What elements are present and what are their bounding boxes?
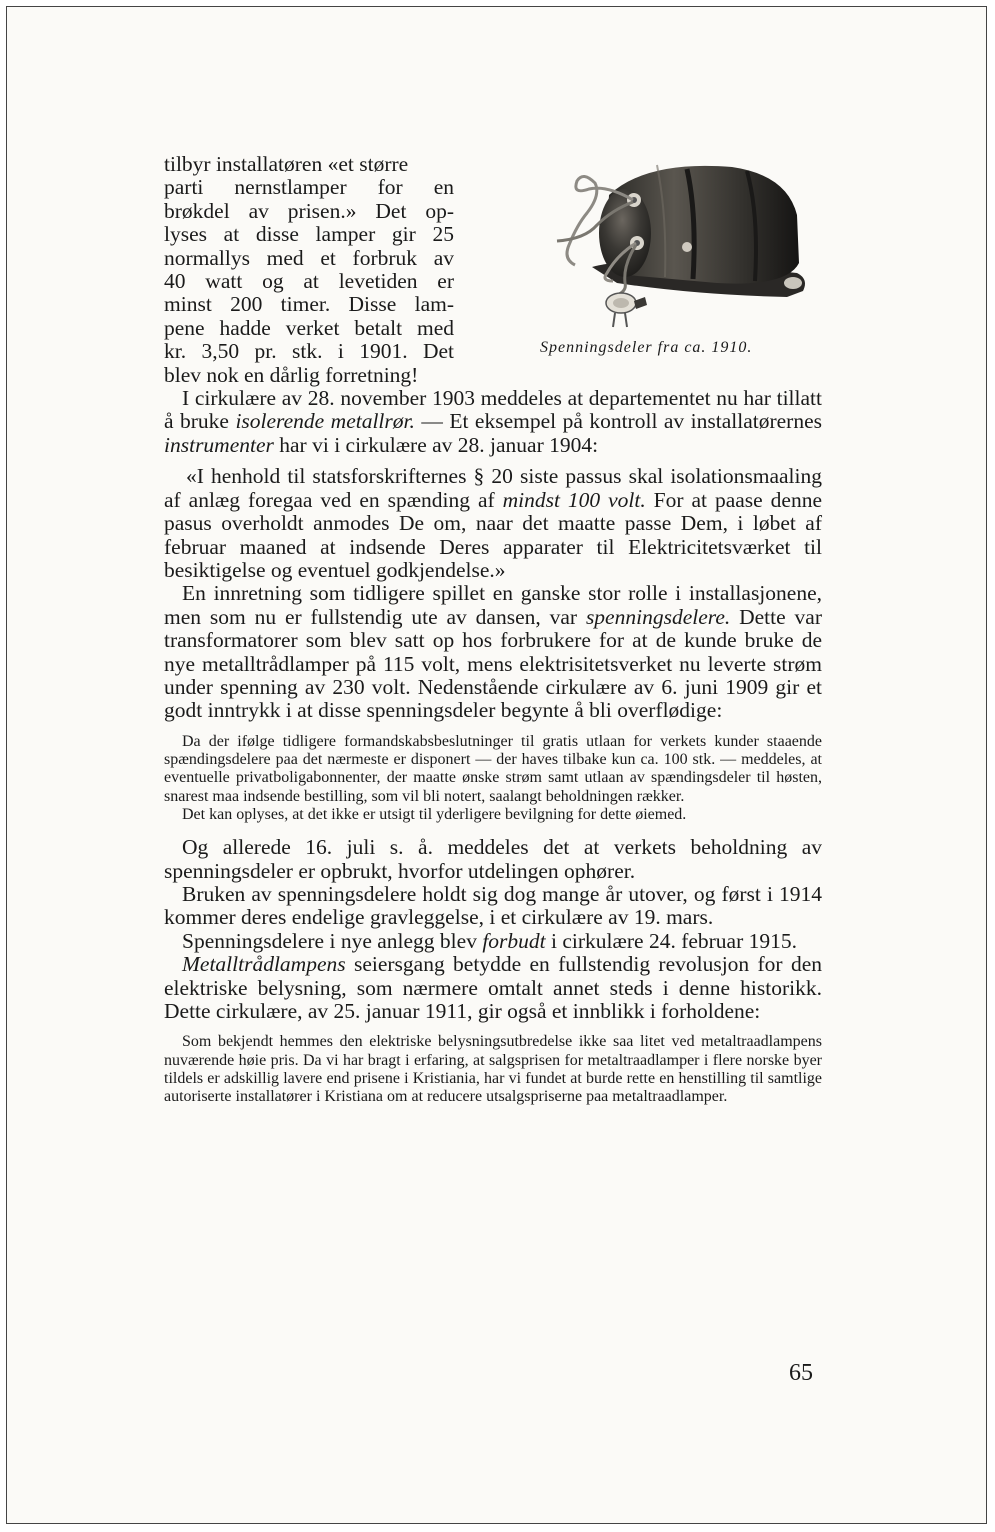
small-quote-1909: [164, 733, 822, 824]
text-line: lyses at disse lamper gir 25: [164, 222, 454, 247]
text-line: brøkdel av prisen.» Det op-: [164, 198, 454, 223]
text-line: pene hadde verket betalt med: [164, 315, 454, 340]
page-number: 65: [789, 1360, 813, 1386]
paragraph-forbudt: Spenningsdelere i nye anlegg blev forbudt i cirkulære 24. februar 1915.: [182, 928, 798, 953]
text-line: kr. 3,50 pr. stk. i 1901. Det: [164, 339, 454, 364]
paragraph-spenningsdelere: En innretning som tidligere spillet en ganske stor rolle i installasjonene, men som nu er fullstendig ute av dansen, var spenningsdelere. Dette var transformatorer som blev satt op hos forbrukere for at de kunde bruke de nye metalltrådlamper på 115 volt, mens elektrisitetsverket nu leverte strøm under spenning av 230 volt. Nedenstående cirkulære av 6. juni 1909 gir et godt inntrykk i at disse spenningsdeler begynte å bli overflødige:: [164, 581, 822, 723]
paragraph-metalltraadlampe: Metalltrådlampens seiersgang betydde en fullstendig revolusjon for den elektriske belysning, som nærmere omtalt annet steds i denne historikk. Dette cirkulære, av 25. januar 1911, gir også et innblikk i forholdene:: [164, 952, 822, 1024]
text-line: normallys med et forbruk av: [164, 245, 454, 270]
book-page: [6, 6, 987, 1524]
small-quote-paragraph: Det kan oplyses, at det ikke er utsigt til yderligere bevilgning for dette øiemed.: [182, 805, 687, 823]
small-quote-paragraph: Da der ifølge tidligere formandskabsbeslutninger til gratis utlaan for verkets kunder staaende spændingsdelere paa det nærmeste er disponert — der haves tilbake kun ca. 100 stk. — meddeles, at eventuelle privatboligabonnenter, der maatte ønske strøm samt utlaan av spændingsdeler til høsten, snarest maa indsende bestilling, som vil bli notert, saalangt beholdningen rækker.: [164, 732, 822, 805]
text-line: tilbyr installatøren «et større: [164, 152, 409, 176]
main-text: [164, 153, 822, 1119]
text-line: parti nernstlamper for en: [164, 175, 454, 200]
paragraph-juli: Og allerede 16. juli s. å. meddeles det at verkets beholdning av spenningsdeler er opbrukt, hvorfor utdelingen ophører.: [164, 835, 822, 883]
figure-caption: Spenningsdeler fra ca. 1910.: [540, 339, 753, 356]
intro-paragraph: [164, 153, 454, 387]
small-quote-1911: [164, 1033, 822, 1106]
quote-isolationsmaaling: «I henhold til statsforskrifternes § 20 siste passus skal isolationsmaaling af anlæg foregaa ved en spænding af mindst 100 volt. For at paase denne pasus overholdt anmodes De om, naar det maatte passe Dem, i løbet af februar maaned at indsende Deres apparater til Elektricitetsværket til besiktigelse og eventuel godkjendelse.»: [164, 464, 822, 582]
paragraph-cirkulaere-1903: I cirkulære av 28. november 1903 meddeles at departementet nu har tillatt å bruke isolerende metallrør. — Et eksempel på kontroll av installatørernes instrumenter har vi i cirkulære av 28. januar 1904:: [164, 386, 822, 457]
text-line: minst 200 timer. Disse lam-: [164, 292, 454, 317]
small-quote-paragraph: Som bekjendt hemmes den elektriske belysningsutbredelse ikke saa litet ved metaltraadlampens nuværende høie pris. Da vi har bragt i erfaring, at salgsprisen for metaltraadlamper i flere norske byer tildels er adskillig lavere end prisene i Kristiania, har vi fundet at burde rette en henstilling til samtlige autoriserte installatører i Kristiana om at reducere utsalgspriserne paa metaltraadlamper.: [164, 1033, 822, 1106]
text-line: 40 watt og at levetiden er: [164, 269, 454, 294]
text-line: blev nok en dårlig forretning!: [164, 362, 419, 387]
paragraph-1914: Bruken av spenningsdelere holdt sig dog mange år utover, og først i 1914 kommer deres endelige gravleggelse, i et cirkulære av 19. mars.: [164, 882, 822, 930]
